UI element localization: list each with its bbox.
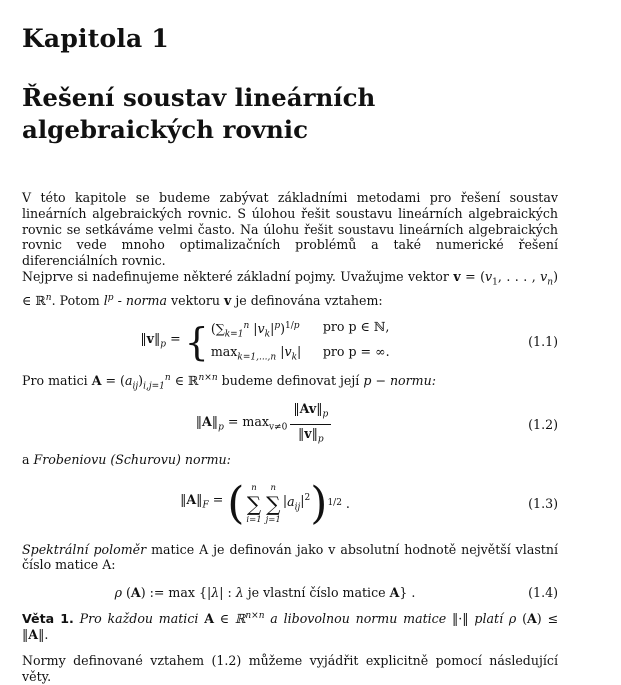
title-line-2: algebraických rovnic — [22, 115, 309, 144]
chapter-heading: Kapitola 1 — [22, 24, 169, 53]
equation-number: (1.3) — [528, 495, 558, 511]
theorem-1: Věta 1. Pro každou matici A ∈ ℝ$^{n\times n}$ a libovolnou normu matice ‖·‖ platí ρ (A) ≤ ‖A‖. — [22, 611, 559, 643]
intro-paragraph: V této kapitole se budeme zabývat základními metodami pro řešení soustav lineárních algebraických rovnic. S úlohou řešit soustavu lineárních algebraických rovnic se setkáváme velmi často. Na úlohu řešit soustavu lineárních algebraických rovnic vede mnoho optimalizačních problémů a také numerické řešení diferenciálních rovnic. — [22, 190, 558, 269]
frobenius-intro: a Frobeniovu (Schurovu) normu: — [22, 451, 231, 467]
spectral-radius-paragraph: Spektrální poloměr matice A je definován jako v absolutní hodnotě největší vlastní číslo matice A: — [22, 541, 558, 573]
closing-paragraph: Normy definované vztahem (1.2) můžeme vyjádřit explicitně pomocí následující věty. — [22, 652, 558, 684]
title-line-1: Řešení soustav lineárních — [22, 83, 376, 112]
chapter-body — [22, 190, 558, 685]
equation-1-3: $‖A‖_F$ = ( n ∑ i=1 n ∑ j=1 $|a_{ij}|^2$ ) 1/2 . (1.3) — [180, 477, 558, 529]
equation-number: (1.4) — [528, 585, 558, 601]
matrix-norm-intro: Pro matici $A = (a_{ij})_{i,j=1}^n$ ∈ ℝ$^{n\times n}$ budeme definovat její p − normu: — [22, 373, 436, 392]
equation-1-1: $‖v‖_p$ = { ($\sum_{k=1}^n$ $|v_k|^p)^{1/p}$ pro p ∈ ℕ, $\max_{k=1,...,n} |v_k|$ pro p = ∞. (1.1) — [140, 318, 558, 365]
equation-1-2: $‖A‖_p = \max_{v\ne 0}$ $\frac{‖Av‖_p}{‖v‖_p}$ (1.2) — [195, 400, 558, 445]
chapter-title — [22, 82, 542, 146]
definitions-paragraph: Nejprve si nadefinujeme některé základní pojmy. Uvažujme vektor $v = (v_1$, . . . , $v_n$) ∈ ℝ$^n$. Potom $l^p$ - norma vektoru v je definována vztahem: — [22, 268, 558, 309]
equation-number: (1.1) — [528, 334, 558, 350]
equation-number: (1.2) — [528, 416, 558, 432]
equation-1-4: ρ (A) := max {|λ| : λ je vlastní číslo matice A} . (1.4) — [114, 585, 558, 601]
